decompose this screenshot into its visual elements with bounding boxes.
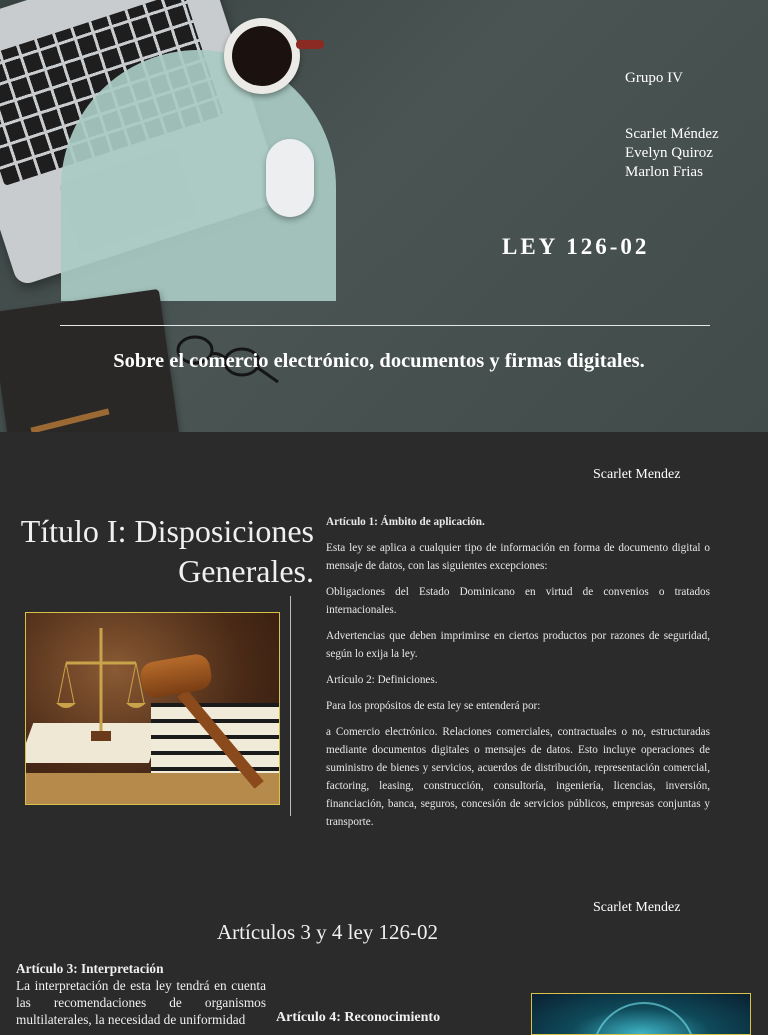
title-line: Generales. bbox=[178, 553, 314, 589]
law-title: LEY 126-02 bbox=[502, 234, 650, 259]
book-stack bbox=[151, 703, 279, 783]
gavel-head bbox=[138, 652, 213, 700]
paragraph: Para los propósitos de esta ley se entenderá por: bbox=[326, 700, 541, 712]
paragraph: Artículo 2: Definiciones. bbox=[326, 674, 438, 686]
title-line: Título I: Disposiciones bbox=[20, 513, 314, 549]
article-heading: Artículo 1: Ámbito de aplicación. bbox=[326, 516, 485, 528]
slide-subtitle: Sobre el comercio electrónico, documentos y firmas digitales. bbox=[113, 350, 645, 372]
slide-articulos-3-4 bbox=[0, 870, 768, 1027]
vertical-divider bbox=[290, 596, 291, 816]
paragraph: La interpretación de esta ley tendrá en cuenta las recomendaciones de organismos multilaterales, la necesidad de uniformidad bbox=[16, 978, 266, 1027]
group-label: Grupo IV bbox=[625, 70, 683, 86]
article-3-text bbox=[16, 960, 266, 1028]
slide-title bbox=[0, 511, 314, 591]
mouse-image bbox=[266, 139, 314, 217]
member-name: Marlon Frias bbox=[625, 164, 703, 180]
author-label: Scarlet Mendez bbox=[593, 467, 681, 482]
title-slide bbox=[0, 0, 768, 432]
wooden-table bbox=[26, 773, 279, 804]
paragraph: a Comercio electrónico. Relaciones comerciales, contractuales o no, estructuradas mediante documentos digitales o mensajes de datos. Esto incluye operaciones de suministro de bienes y servicios, acuerdos de distribución, representación comercial, factoring, leasing, construcción, consultoría, ingeniería, licencias, inversión, financiación, banca, seguros, concesión de servicios públicos, empresas conjuntas y transporte. bbox=[326, 726, 710, 828]
gavel-scales-image bbox=[25, 612, 280, 805]
paragraph: Advertencias que deben imprimirse en ciertos productos por razones de seguridad, según lo exija la ley. bbox=[326, 630, 710, 660]
member-name: Evelyn Quiroz bbox=[625, 145, 713, 161]
article-heading: Artículo 4: Reconocimiento bbox=[276, 1010, 441, 1025]
divider bbox=[60, 325, 710, 326]
coffee-cup-image bbox=[224, 18, 300, 94]
slide-title: Artículos 3 y 4 ley 126-02 bbox=[217, 920, 439, 944]
scales-of-justice-icon bbox=[56, 623, 146, 743]
paragraph: Obligaciones del Estado Dominicano en virtud de convenios o tratados internacionales. bbox=[326, 586, 710, 616]
member-list bbox=[625, 125, 719, 182]
cup-handle bbox=[296, 40, 324, 49]
member-name: Scarlet Méndez bbox=[625, 126, 719, 142]
slide-titulo-1 bbox=[0, 433, 768, 870]
author-label: Scarlet Mendez bbox=[593, 900, 681, 915]
technology-image bbox=[531, 993, 751, 1035]
article-text bbox=[326, 513, 710, 839]
paragraph: Esta ley se aplica a cualquier tipo de información en forma de documento digital o mensaje de datos, con las siguientes excepciones: bbox=[326, 542, 710, 572]
article-heading: Artículo 3: Interpretación bbox=[16, 961, 164, 976]
